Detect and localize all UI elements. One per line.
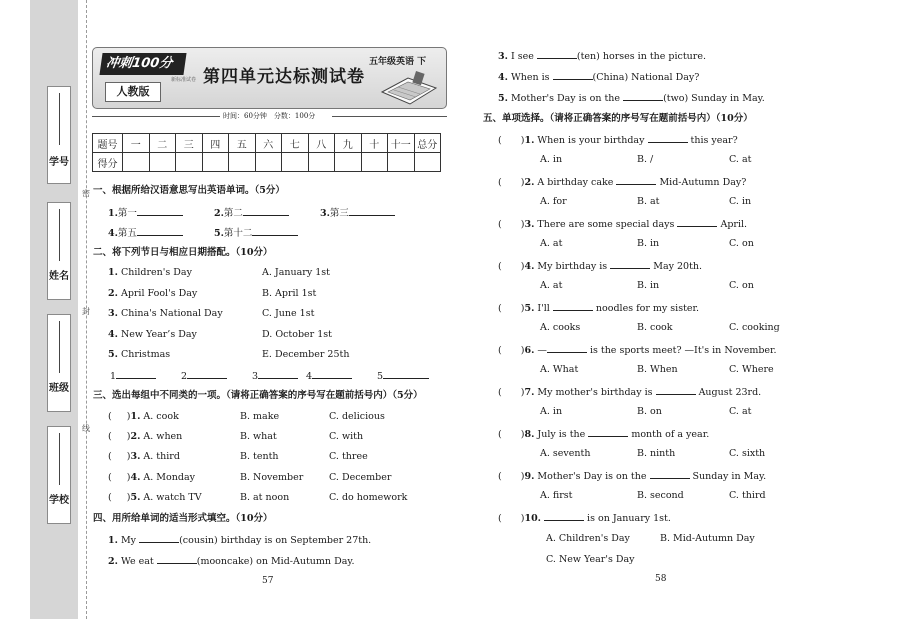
score-input[interactable]	[335, 153, 362, 172]
s4-item-4: 4. When is (China) National Day?	[498, 72, 700, 83]
school-label: 学校	[49, 495, 69, 506]
mc-option-a: A. seventh	[540, 448, 591, 459]
mc-option-b: B. second	[637, 490, 684, 501]
mc-option-a: A. in	[540, 406, 563, 417]
score-input[interactable]	[282, 153, 309, 172]
s4-item-2: 2. We eat (mooncake) on Mid-Autumn Day.	[108, 556, 355, 567]
mc-option-a: A. for	[540, 196, 567, 207]
s3-option-b: B. what	[240, 431, 277, 442]
mc-option-a: A. What	[540, 364, 579, 375]
answer-blank	[553, 302, 593, 311]
mc-option-b: B. ninth	[637, 448, 676, 459]
score-input[interactable]	[149, 153, 176, 172]
student-id-field[interactable]	[47, 86, 71, 184]
s4-item-3: 3. I see (ten) horses in the picture.	[498, 51, 706, 62]
answer-blank	[610, 260, 650, 269]
s2-answer-4: 4	[306, 370, 352, 383]
mc-option-c: C. New Year's Day	[546, 554, 635, 565]
score-cell: 题号	[93, 134, 123, 153]
mc-question-8: ( )8. July is the month of a year.	[498, 429, 710, 440]
mc-option-a: A. at	[540, 238, 563, 249]
mc-option-b: B. cook	[637, 322, 673, 333]
s3-option-b: B. tenth	[240, 451, 279, 462]
score-input[interactable]	[308, 153, 335, 172]
answer-blank[interactable]	[139, 534, 179, 543]
answer-blank[interactable]	[187, 370, 227, 379]
answer-blank[interactable]	[258, 370, 298, 379]
book-icon	[378, 70, 440, 106]
s2-holiday-2: 2. April Fool's Day	[108, 288, 198, 299]
answer-blank	[677, 218, 717, 227]
mc-question-7: ( )7. My mother's birthday is August 23rd.	[498, 387, 762, 398]
score-cell: 总分	[414, 134, 441, 153]
score-input[interactable]	[123, 153, 150, 172]
score-header-row	[93, 134, 441, 153]
score-cell: 四	[202, 134, 229, 153]
s3-question-5: ( )5. A. watch TV	[108, 492, 202, 503]
answer-blank[interactable]	[537, 50, 577, 59]
time-info-bar	[92, 111, 447, 121]
answer-blank[interactable]	[252, 227, 298, 236]
s3-option-b: B. at noon	[240, 492, 290, 503]
answer-blank	[648, 134, 688, 143]
seal-mi: 密	[82, 189, 90, 198]
s1-item-1: 1.第一	[108, 207, 183, 220]
s2-holiday-1: 1. Children's Day	[108, 267, 192, 278]
mc-option-a: A. in	[540, 154, 563, 165]
mc-option-b: B. in	[637, 280, 660, 291]
mc-option-c: C. Where	[729, 364, 774, 375]
score-row-label: 得分	[93, 153, 123, 172]
s1-item-4: 4.第五	[108, 227, 183, 240]
answer-blank[interactable]	[137, 227, 183, 236]
mc-option-c: C. cooking	[729, 322, 780, 333]
seal-feng: 封	[82, 307, 90, 316]
brand-subtitle: 新标准试卷	[171, 77, 197, 83]
s2-date-c: C. June 1st	[262, 308, 315, 319]
s2-answer-2: 2	[181, 370, 227, 383]
s2-holiday-3: 3. China's National Day	[108, 308, 223, 319]
page-number-left: 57	[262, 576, 274, 586]
section-5-title: 五、单项选择。（请将正确答案的序号写在题前括号内）（10分）	[483, 113, 753, 124]
score-input[interactable]	[176, 153, 203, 172]
mc-question-6: ( )6. — is the sports meet? —It's in November.	[498, 345, 777, 356]
mc-question-9: ( )9. Mother's Day is on the Sunday in May.	[498, 471, 767, 482]
s2-answer-1: 1	[110, 370, 156, 383]
mc-option-c: C. at	[729, 154, 752, 165]
score-input[interactable]	[229, 153, 256, 172]
score-cell: 二	[149, 134, 176, 153]
score-cell: 六	[255, 134, 282, 153]
name-label: 姓名	[49, 271, 69, 282]
mc-question-4: ( )4. My birthday is May 20th.	[498, 261, 703, 272]
score-input[interactable]	[388, 153, 415, 172]
s2-date-e: E. December 25th	[262, 349, 350, 360]
s3-option-b: B. November	[240, 472, 304, 483]
s3-option-c: C. delicious	[329, 411, 385, 422]
brand-logo: 冲刺100分	[99, 53, 186, 75]
score-cell: 九	[335, 134, 362, 153]
score-input[interactable]	[361, 153, 388, 172]
mc-option-c: C. third	[729, 490, 766, 501]
answer-blank[interactable]	[553, 71, 593, 80]
s2-answer-3: 3	[252, 370, 298, 383]
mc-question-3: ( )3. There are some special days April.	[498, 219, 748, 230]
page-number-right: 58	[655, 574, 667, 584]
answer-blank[interactable]	[116, 370, 156, 379]
mc-option-c: C. at	[729, 406, 752, 417]
mc-option-a: A. cooks	[540, 322, 581, 333]
score-input[interactable]	[255, 153, 282, 172]
score-cell: 八	[308, 134, 335, 153]
answer-blank[interactable]	[243, 207, 289, 216]
score-cell: 五	[229, 134, 256, 153]
mc-option-c: C. on	[729, 238, 754, 249]
s3-question-3: ( )3. A. third	[108, 451, 180, 462]
mc-question-2: ( )2. A birthday cake Mid-Autumn Day?	[498, 177, 747, 188]
exam-header	[92, 47, 447, 109]
s4-item-5: 5. Mother's Day is on the (two) Sunday in May.	[498, 93, 765, 104]
section-4-title: 四、用所给单词的适当形式填空。（10分）	[93, 513, 273, 524]
section-2-title: 二、将下列节日与相应日期搭配。（10分）	[93, 247, 273, 258]
s3-question-2: ( )2. A. when	[108, 431, 183, 442]
mc-option-a: A. first	[540, 490, 573, 501]
s2-date-b: B. April 1st	[262, 288, 317, 299]
answer-blank	[650, 470, 690, 479]
s2-date-a: A. January 1st	[262, 267, 330, 278]
seal-xian: 线	[82, 424, 90, 433]
time-info: 时间：60分钟 分数：100分	[220, 111, 318, 121]
class-field[interactable]	[47, 314, 71, 412]
answer-blank[interactable]	[137, 207, 183, 216]
student-id-label: 学号	[49, 157, 69, 168]
section-1-title: 一、根据所给汉语意思写出英语单词。（5分）	[93, 185, 285, 196]
score-value-row	[93, 153, 441, 172]
mc-option-b: B. at	[637, 196, 660, 207]
s2-holiday-4: 4. New Year’s Day	[108, 329, 197, 340]
answer-blank[interactable]	[383, 370, 429, 379]
s2-answer-5: 5	[377, 370, 429, 383]
mc-option-b: B. in	[637, 238, 660, 249]
mc-option-c: C. sixth	[729, 448, 766, 459]
s3-question-1: ( )1. A. cook	[108, 411, 179, 422]
mc-option-c: C. on	[729, 280, 754, 291]
mc-question-5: ( )5. I'll noodles for my sister.	[498, 303, 700, 314]
name-field[interactable]	[47, 202, 71, 300]
answer-blank	[547, 344, 587, 353]
mc-option-a: A. Children's Day	[546, 533, 630, 544]
score-input[interactable]	[202, 153, 229, 172]
score-table	[92, 133, 441, 172]
mc-question-1: ( )1. When is your birthday this year?	[498, 135, 738, 146]
answer-blank[interactable]	[623, 92, 663, 101]
class-label: 班级	[49, 383, 69, 394]
score-cell: 十一	[388, 134, 415, 153]
mc-option-c: C. in	[729, 196, 752, 207]
s1-item-5: 5.第十二	[214, 227, 298, 240]
s3-option-c: C. do homework	[329, 492, 408, 503]
score-cell: 七	[282, 134, 309, 153]
exam-title: 第四单元达标测试卷	[203, 67, 365, 87]
s2-date-d: D. October 1st	[262, 329, 332, 340]
answer-blank	[544, 512, 584, 521]
s4-item-1: 1. My (cousin) birthday is on September 27th.	[108, 535, 372, 546]
s3-option-c: C. with	[329, 431, 364, 442]
score-cell: 三	[176, 134, 203, 153]
mc-question-10: ( )10. is on January 1st.	[498, 513, 671, 524]
mc-option-b: B. /	[637, 154, 654, 165]
s1-item-2: 2.第二	[214, 207, 289, 220]
s3-question-4: ( )4. A. Monday	[108, 472, 195, 483]
edition-badge: 人教版	[105, 82, 161, 102]
answer-blank[interactable]	[312, 370, 352, 379]
grade-label: 五年级英语 下	[369, 57, 427, 67]
score-cell: 十	[361, 134, 388, 153]
school-field[interactable]	[47, 426, 71, 524]
answer-blank[interactable]	[157, 555, 197, 564]
s3-option-c: C. three	[329, 451, 368, 462]
mc-option-b: B. When	[637, 364, 678, 375]
answer-blank	[616, 176, 656, 185]
s3-option-c: C. December	[329, 472, 392, 483]
answer-blank	[588, 428, 628, 437]
answer-blank	[656, 386, 696, 395]
s3-option-b: B. make	[240, 411, 280, 422]
s2-holiday-5: 5. Christmas	[108, 349, 171, 360]
mc-option-b: B. Mid-Autumn Day	[660, 533, 755, 544]
answer-blank[interactable]	[349, 207, 395, 216]
mc-option-a: A. at	[540, 280, 563, 291]
mc-option-b: B. on	[637, 406, 662, 417]
section-3-title: 三、选出每组中不同类的一项。（请将正确答案的序号写在题前括号内）（5分）	[93, 390, 423, 401]
score-cell: 一	[123, 134, 150, 153]
s1-item-3: 3.第三	[320, 207, 395, 220]
score-input[interactable]	[414, 153, 441, 172]
